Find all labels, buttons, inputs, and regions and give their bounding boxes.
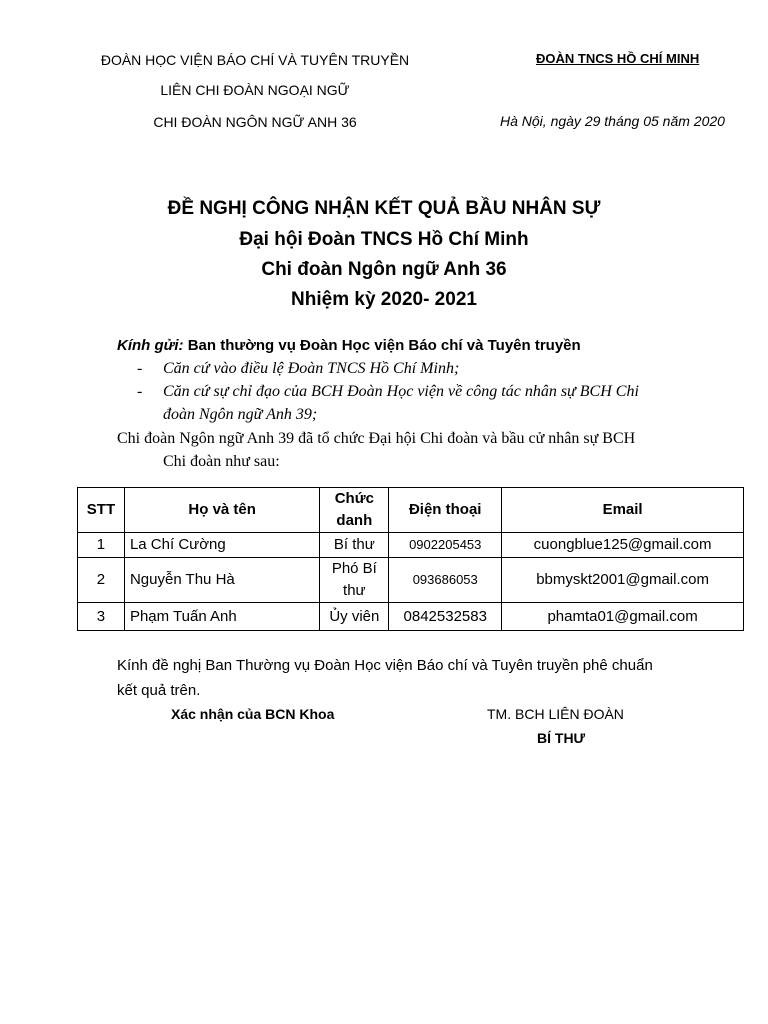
row-stt: 1 bbox=[78, 533, 125, 558]
row-stt: 2 bbox=[78, 558, 125, 603]
org-line-2: LIÊN CHI ĐOÀN NGOẠI NGỮ bbox=[160, 82, 350, 98]
header-phone: Điện thoại bbox=[389, 488, 502, 533]
row-role bbox=[320, 558, 389, 603]
row-name: La Chí Cường bbox=[124, 533, 319, 558]
signature-right-line-2: BÍ THƯ bbox=[537, 730, 586, 746]
row-phone: 093686053 bbox=[389, 558, 502, 603]
members-table bbox=[77, 487, 744, 631]
intro-line-2: Chi đoàn như sau: bbox=[163, 453, 280, 470]
header-name: Họ và tên bbox=[124, 488, 319, 533]
row-email: cuongblue125@gmail.com bbox=[502, 533, 744, 558]
row-role: Ủy viên bbox=[320, 603, 389, 631]
row-role-line-2: thư bbox=[343, 582, 366, 599]
basis-1: Căn cứ vào điều lệ Đoàn TNCS Hồ Chí Minh; bbox=[163, 360, 460, 377]
table-row bbox=[78, 558, 744, 603]
title-branch: Chi đoàn Ngôn ngữ Anh 36 bbox=[261, 259, 507, 280]
header-role bbox=[320, 488, 389, 533]
basis-2-line-1: Căn cứ sự chỉ đạo của BCH Đoàn Học viện về công tác nhân sự BCH Chi bbox=[163, 383, 639, 400]
recipient bbox=[117, 337, 581, 354]
title-congress: Đại hội Đoàn TNCS Hồ Chí Minh bbox=[239, 229, 529, 250]
document-title: ĐỀ NGHỊ CÔNG NHẬN KẾT QUẢ BẦU NHÂN SỰ bbox=[167, 198, 601, 219]
title-term: Nhiệm kỳ 2020- 2021 bbox=[291, 289, 477, 310]
signature-left: Xác nhận của BCN Khoa bbox=[171, 706, 335, 722]
row-email: phamta01@gmail.com bbox=[502, 603, 744, 631]
header-email: Email bbox=[502, 488, 744, 533]
table-row bbox=[78, 603, 744, 631]
table-header-row bbox=[78, 488, 744, 533]
union-title: ĐOÀN TNCS HỒ CHÍ MINH bbox=[536, 51, 700, 66]
intro-line-1: Chi đoàn Ngôn ngữ Anh 39 đã tổ chức Đại hội Chi đoàn và bầu cử nhân sự BCH bbox=[117, 430, 636, 447]
row-role: Bí thư bbox=[320, 533, 389, 558]
closing-line-2: kết quả trên. bbox=[117, 682, 201, 699]
basis-dash-2: - bbox=[137, 383, 143, 400]
row-phone: 0842532583 bbox=[389, 603, 502, 631]
recipient-text: Ban thường vụ Đoàn Học viện Báo chí và Tuyên truyền bbox=[187, 337, 581, 354]
row-role-line-1: Phó Bí bbox=[331, 560, 377, 577]
recipient-label: Kính gửi: bbox=[117, 337, 184, 354]
row-name: Phạm Tuấn Anh bbox=[124, 603, 319, 631]
basis-2-line-2: đoàn Ngôn ngữ Anh 39; bbox=[163, 406, 318, 423]
header-stt: STT bbox=[78, 488, 125, 533]
row-name: Nguyễn Thu Hà bbox=[124, 558, 319, 603]
document-date: Hà Nội, ngày 29 tháng 05 năm 2020 bbox=[500, 113, 725, 129]
table-row bbox=[78, 533, 744, 558]
signature-right-line-1: TM. BCH LIÊN ĐOÀN bbox=[487, 706, 624, 722]
closing-line-1: Kính đề nghị Ban Thường vụ Đoàn Học viện Báo chí và Tuyên truyền phê chuẩn bbox=[117, 657, 653, 674]
org-line-3: CHI ĐOÀN NGÔN NGỮ ANH 36 bbox=[153, 114, 357, 130]
org-line-1: ĐOÀN HỌC VIỆN BÁO CHÍ VÀ TUYÊN TRUYỀN bbox=[100, 52, 410, 68]
header-role-line-2: danh bbox=[336, 512, 373, 529]
row-email: bbmyskt2001@gmail.com bbox=[502, 558, 744, 603]
header-role-line-1: Chức bbox=[334, 490, 374, 507]
row-phone: 0902205453 bbox=[389, 533, 502, 558]
row-stt: 3 bbox=[78, 603, 125, 631]
basis-dash-1: - bbox=[137, 360, 143, 377]
